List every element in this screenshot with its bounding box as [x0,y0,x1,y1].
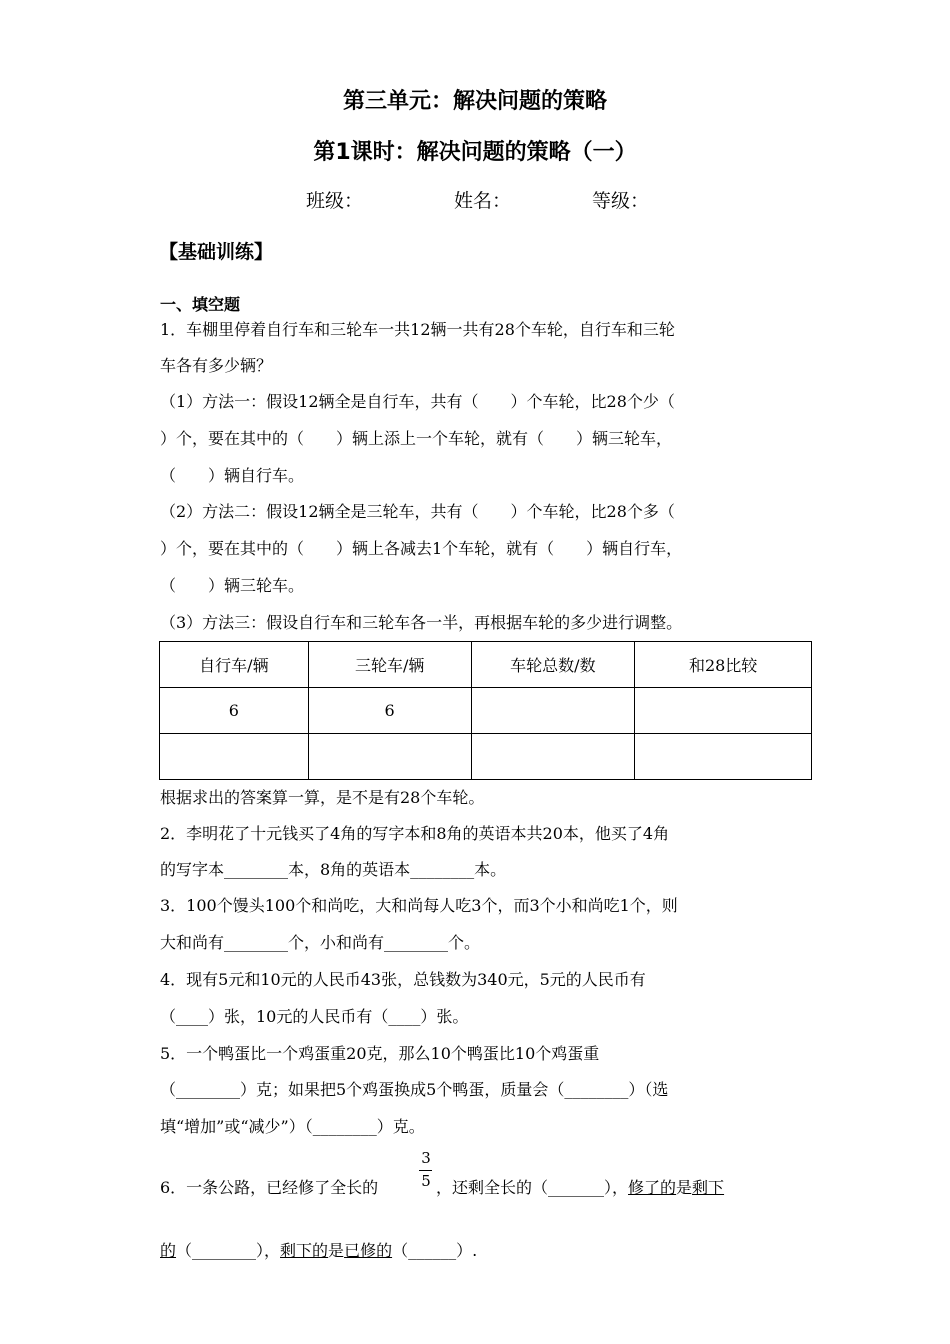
q1-method2-c: （ ）辆三轮车。 [160,576,305,595]
q5-line1: 5．一个鸭蛋比一个鸡蛋重20克，那么10个鸭蛋比10个鸡蛋重 [160,1044,600,1063]
q1-method2-a: （2）方法二：假设12辆全是三轮车，共有（ ）个车轮，比28个多（ [160,502,675,521]
table-cell [635,734,812,780]
table-row [160,734,812,780]
q6-is: 是 [676,1178,693,1197]
q1-method1-a: （1）方法一：假设12辆全是自行车，共有（ ）个车轮，比28个少（ [160,392,675,411]
q6-line1-start: 6．一条公路，已经修了全长的 [160,1178,379,1197]
q6-underline-de: 的 [160,1241,177,1260]
q3-line1: 3．100个馒头100个和尚吃，大和尚每人吃3个，而3个小和尚吃1个，则 [160,896,678,915]
q1-line2: 车各有多少辆？ [160,356,273,375]
q4-line1: 4．现有5元和10元的人民币43张，总钱数为340元，5元的人民币有 [160,970,646,989]
table-cell [308,734,471,780]
lesson-title: 第1课时：解决问题的策略（一） [313,140,637,165]
name-label: 姓名： [454,190,512,212]
q1-method1-c: （ ）辆自行车。 [160,466,305,485]
fraction-numerator: 3 [421,1149,431,1167]
q6-line1-rest [436,1175,724,1198]
q6-underline-remaining-2: 剩下的 [280,1241,329,1260]
table-header-cell: 和28比较 [635,642,812,688]
q6-is-2: 是 [328,1241,345,1260]
fraction-denominator: 5 [421,1172,431,1190]
q2-line2: 的写字本________本，8角的英语本________本。 [160,860,507,879]
table-cell [471,734,635,780]
q6-line1-blank: ，还剩全长的（_______）， [436,1178,629,1197]
wheel-count-table [159,641,812,780]
table-cell [160,734,309,780]
q6-underline-built: 修了的 [628,1178,677,1197]
q1-after-table: 根据求出的答案算一算，是不是有28个车轮。 [160,788,485,807]
table-cell: 6 [308,688,471,734]
table-header-cell: 自行车/辆 [160,642,309,688]
q6-underline-built-2: 已修的 [344,1241,393,1260]
q6-line2-end: （______）. [392,1241,478,1260]
part-one-heading: 一、填空题 [160,295,241,314]
q1-line1: 1．车棚里停着自行车和三轮车一共12辆一共有28个车轮，自行车和三轮 [160,320,675,339]
table-cell [635,688,812,734]
q1-method2-b: ）个，要在其中的（ ）辆上各减去1个车轮，就有（ ）辆自行车， [160,539,683,558]
table-row [160,688,812,734]
q1-method1-b: ）个，要在其中的（ ）辆上添上一个车轮，就有（ ）辆三轮车， [160,429,673,448]
q5-line2: （________）克；如果把5个鸡蛋换成5个鸭蛋，质量会（________）（选 [160,1080,669,1099]
q5-line3: 填“增加”或“减少”）（________）克。 [160,1117,425,1136]
q4-line2: （____）张，10元的人民币有（____）张。 [160,1007,469,1026]
table-cell: 6 [160,688,309,734]
unit-title: 第三单元：解决问题的策略 [342,89,607,114]
fraction-bar [419,1170,432,1171]
class-label: 班级： [306,190,364,212]
q2-line1: 2．李明花了十元钱买了4角的写字本和8角的英语本共20本，他买了4角 [160,824,670,843]
grade-label: 等级： [592,190,650,212]
table-cell [471,688,635,734]
q6-underline-remaining: 剩下 [692,1178,725,1197]
table-header-row [160,642,812,688]
section-heading: 【基础训练】 [159,241,274,263]
q1-method3: （3）方法三：假设自行车和三轮车各一半，再根据车轮的多少进行调整。 [160,613,683,632]
table-header-cell: 车轮总数/数 [471,642,635,688]
q3-line2: 大和尚有________个，小和尚有________个。 [160,933,481,952]
q6-line2-blank: （________）， [176,1241,281,1260]
q6-line2 [160,1238,477,1261]
table-header-cell: 三轮车/辆 [308,642,471,688]
